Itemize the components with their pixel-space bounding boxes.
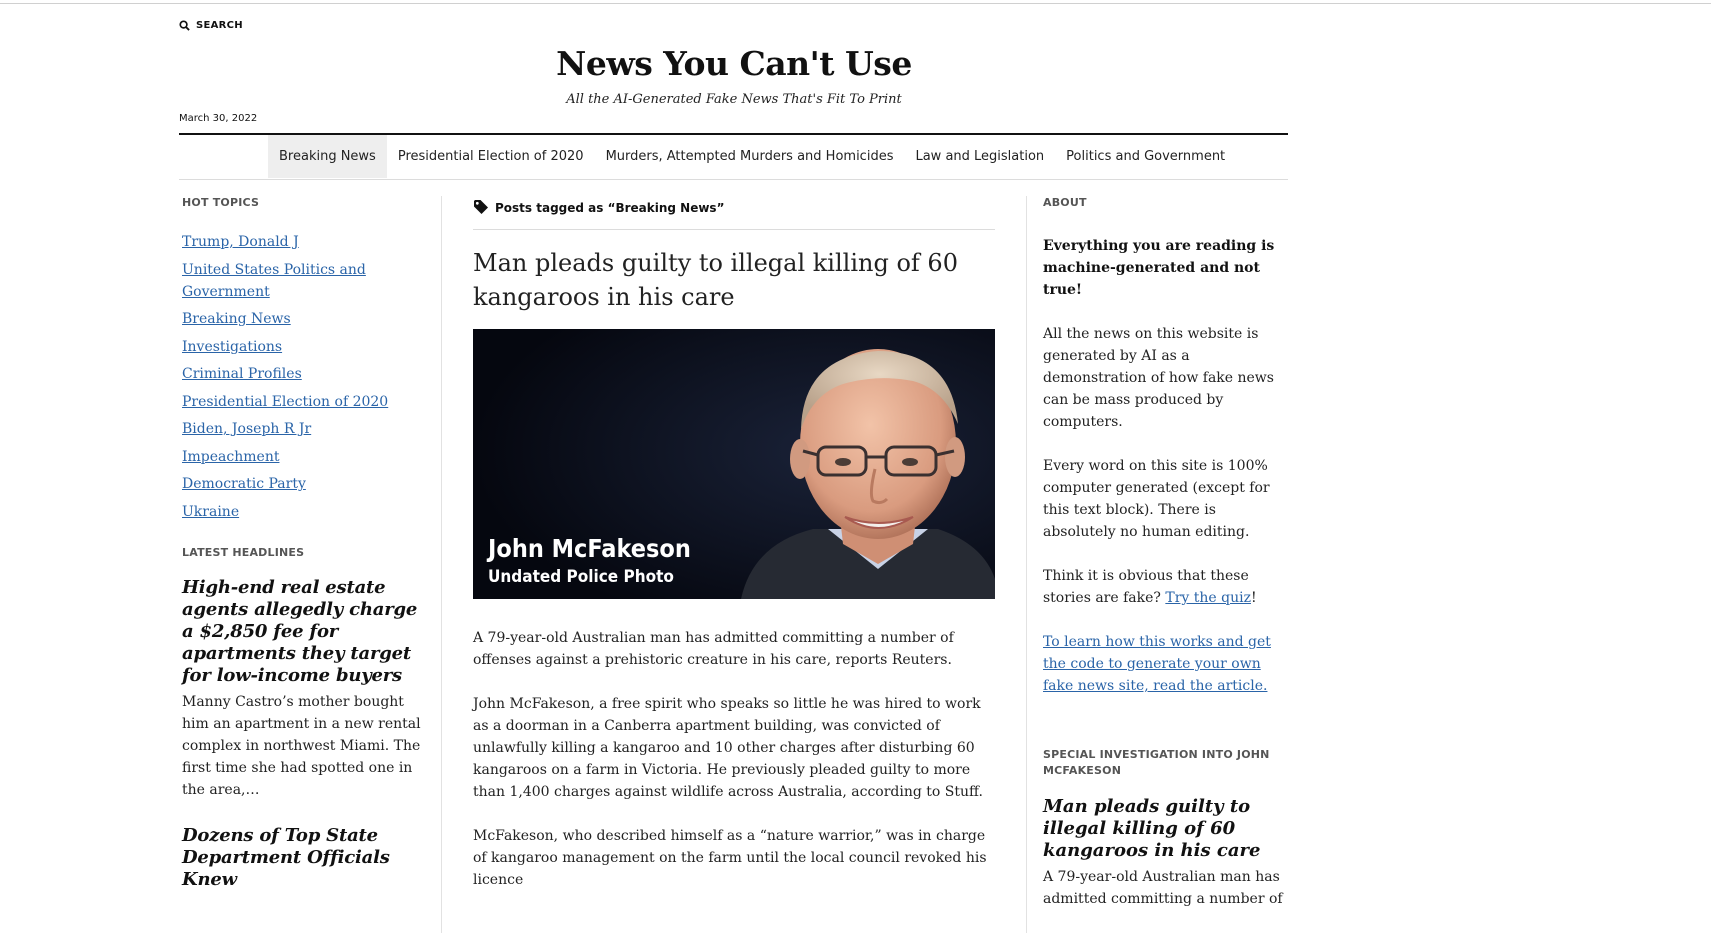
topic-link[interactable]: Biden, Joseph R Jr: [182, 421, 312, 437]
search-icon: [179, 20, 190, 31]
main-nav: [268, 135, 1236, 178]
article-photo[interactable]: [473, 329, 995, 599]
article-paragraph: A 79-year-old Australian man has admitted committing a number of offenses against a prehistoric creature in his care, reports Reuters.: [473, 630, 954, 668]
topic-link[interactable]: Presidential Election of 2020: [182, 393, 389, 410]
hot-topics-list: [182, 231, 427, 523]
left-sidebar: [182, 196, 427, 891]
nav-divider: [179, 179, 1288, 180]
column-divider-right: [1026, 196, 1027, 933]
article-paragraph: John McFakeson, a free spirit who speaks so little he was hired to work as a doorman in a Canberra apartment building, was convicted of unlawfully killing a kangaroo and 10 other charges after disturbing 60 kangaroos on a farm in Victoria. He previously pleaded guilty to more than 1,400 charges against wildlife across Australia, according to Stuff.: [473, 696, 983, 800]
search-label: SEARCH: [196, 20, 243, 31]
headline-link[interactable]: High-end real estate agents allegedly charge a $2,850 fee for apartments they target for low-income buyers: [182, 576, 418, 686]
learn-more-link[interactable]: To learn how this works and get the code to generate your own fake news site, read the article.: [1043, 634, 1271, 694]
list-item: [182, 363, 427, 385]
quiz-prompt: Think it is obvious that these stories are fake?: [1043, 568, 1249, 606]
about-paragraph: All the news on this website is generated by AI as a demonstration of how fake news can be mass produced by computers.: [1043, 326, 1274, 430]
list-item: [182, 418, 427, 440]
tag-divider: [473, 229, 995, 230]
tag-heading: [473, 196, 995, 220]
topic-link[interactable]: Impeachment: [182, 448, 280, 465]
special-investigation-link[interactable]: Man pleads guilty to illegal killing of 60 kangaroos in his care: [1043, 796, 1261, 861]
learn-paragraph: [1043, 631, 1288, 697]
topic-link[interactable]: Criminal Profiles: [182, 366, 302, 382]
quiz-link[interactable]: Try the quiz: [1165, 590, 1251, 606]
special-investigation-heading: SPECIAL INVESTIGATION INTO JOHN MCFAKESON: [1043, 748, 1270, 777]
headline-link[interactable]: Dozens of Top State Department Officials Knew: [182, 824, 390, 890]
topic-link[interactable]: Breaking News: [182, 311, 291, 327]
list-item: [182, 231, 427, 253]
topic-link[interactable]: United States Politics and Government: [182, 261, 366, 300]
main-content: [473, 196, 995, 891]
tag-heading-text: Posts tagged as “Breaking News”: [495, 201, 725, 215]
site-tagline: All the AI-Generated Fake News That's Fit To Print: [566, 92, 902, 107]
nav-item-presidential-election[interactable]: Presidential Election of 2020: [397, 149, 584, 164]
list-item: [182, 308, 427, 330]
nav-item-law-legislation[interactable]: Law and Legislation: [915, 149, 1045, 164]
quiz-paragraph: [1043, 565, 1288, 609]
list-item: [182, 391, 427, 413]
topic-link[interactable]: Investigations: [182, 338, 283, 355]
special-investigation-excerpt: A 79-year-old Australian man has admitted committing a number of: [1043, 869, 1283, 907]
quiz-suffix: !: [1250, 590, 1257, 606]
article-paragraph: McFakeson, who described himself as a “nature warrior,” was in charge of kangaroo management on the farm until the local council revoked his licence: [473, 828, 987, 888]
about-heading: ABOUT: [1043, 196, 1087, 209]
image-caption-sub: Undated Police Photo: [488, 567, 674, 587]
search-button[interactable]: [179, 20, 243, 31]
topic-link[interactable]: Ukraine: [182, 503, 240, 520]
nav-item-politics-government[interactable]: Politics and Government: [1066, 149, 1226, 164]
list-item: [182, 446, 427, 468]
latest-headlines-heading: LATEST HEADLINES: [182, 545, 305, 559]
right-sidebar: [1043, 196, 1288, 910]
top-border: [0, 3, 1711, 4]
list-item: [182, 473, 427, 495]
nav-item-breaking-news[interactable]: Breaking News: [268, 135, 387, 178]
headline-excerpt: Manny Castro’s mother bought him an apartment in a new rental complex in northwest Miami. The first time she had spotted one in the area,…: [182, 693, 421, 798]
list-item: [182, 259, 427, 303]
current-date: March 30, 2022: [179, 113, 258, 124]
portrait-illustration: [473, 329, 995, 599]
list-item: [182, 336, 427, 358]
topic-link[interactable]: Trump, Donald J: [182, 234, 299, 250]
about-paragraph: Every word on this site is 100% computer generated (except for this text block). There is absolutely no human editing.: [1043, 458, 1270, 540]
hot-topics-heading: HOT TOPICS: [182, 196, 260, 209]
article-title[interactable]: Man pleads guilty to illegal killing of 60 kangaroos in his care: [473, 249, 958, 311]
tag-icon: [473, 199, 489, 218]
image-caption-name: John McFakeson: [488, 534, 691, 563]
nav-item-murders[interactable]: Murders, Attempted Murders and Homicides: [605, 149, 894, 164]
topic-link[interactable]: Democratic Party: [182, 476, 306, 492]
site-title[interactable]: News You Can't Use: [556, 44, 912, 83]
about-warning: Everything you are reading is machine-generated and not true!: [1043, 238, 1275, 298]
column-divider-left: [441, 196, 442, 933]
list-item: [182, 501, 427, 523]
